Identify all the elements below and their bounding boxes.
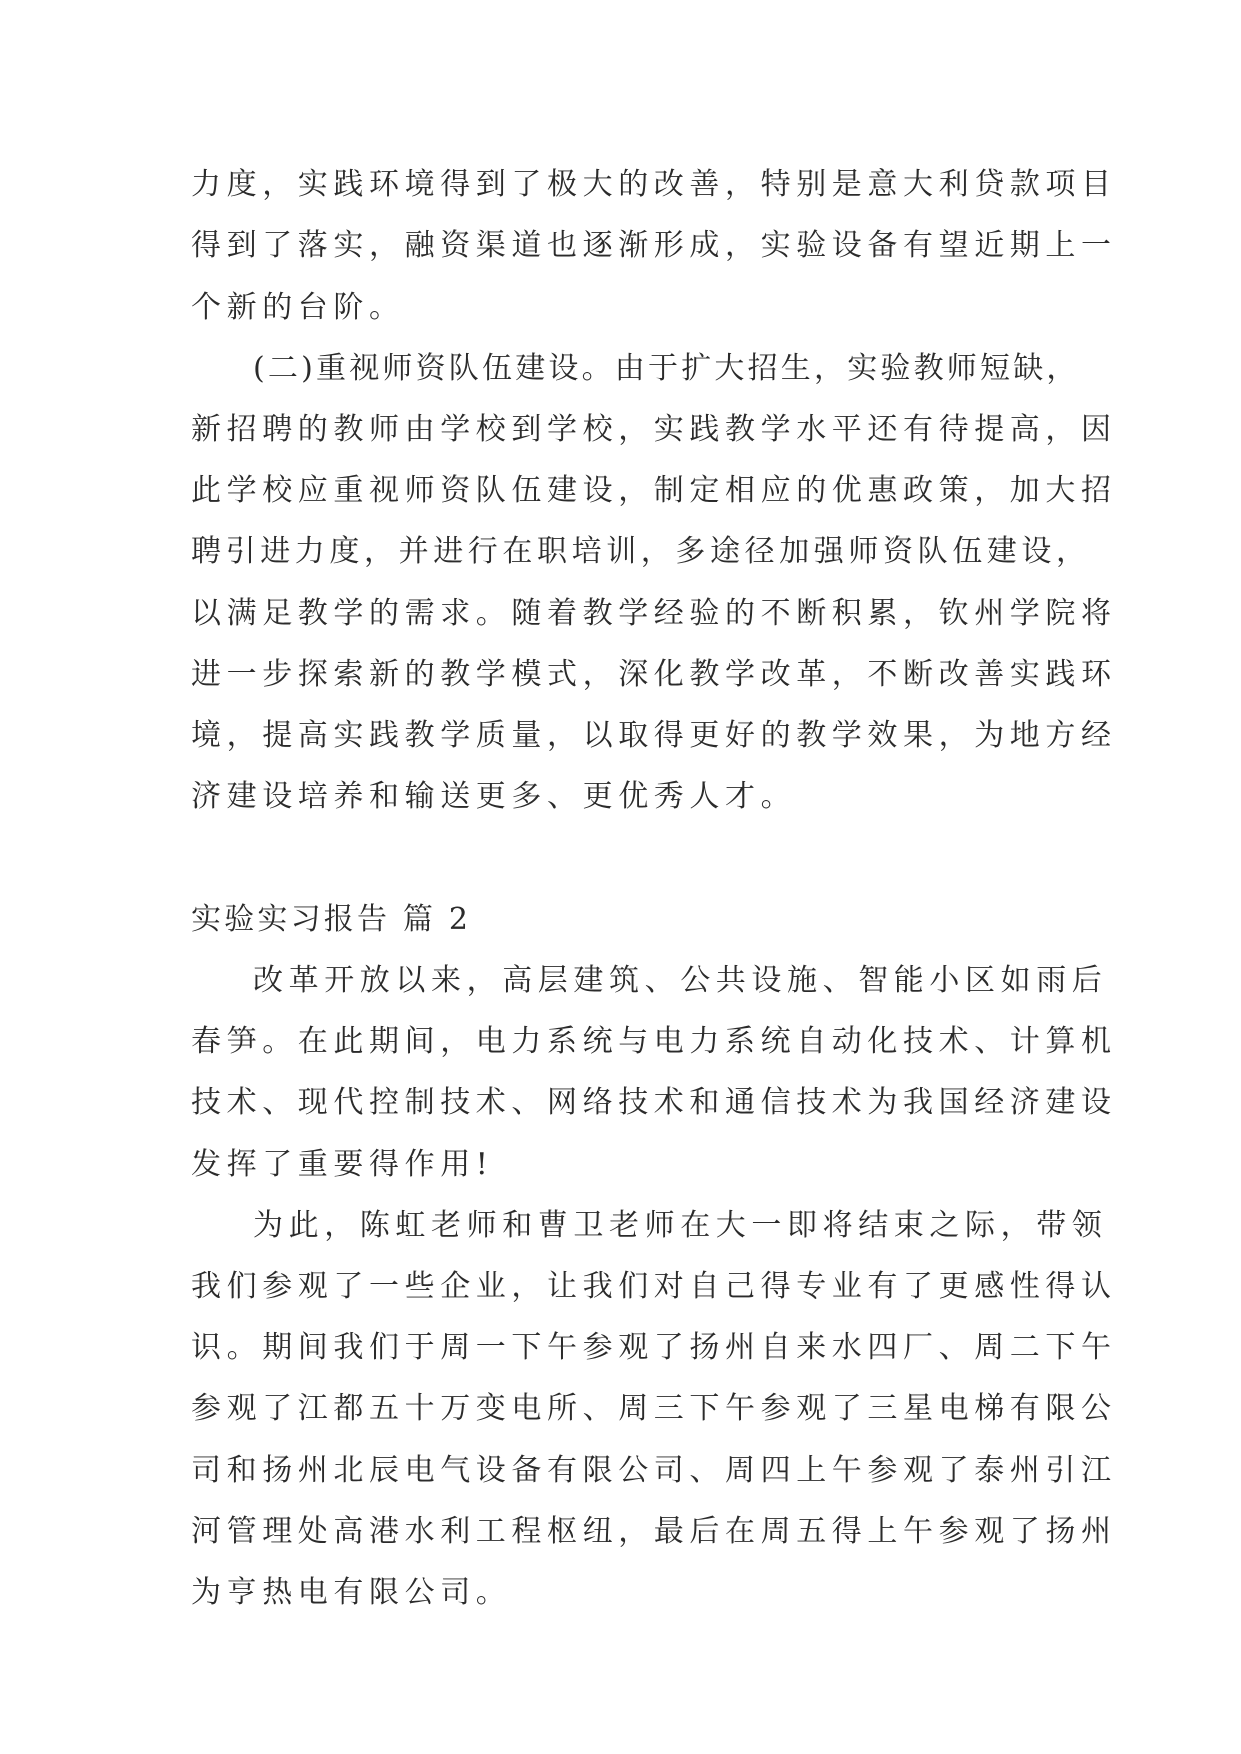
paragraph-teachers-line: 以满足教学的需求。随着教学经验的不断积累，钦州学院将 <box>191 596 1117 631</box>
paragraph-visits-line: 司和扬州北辰电气设备有限公司、周四上午参观了泰州引江 <box>191 1453 1117 1488</box>
paragraph-visits-line: 为此，陈虹老师和曹卫老师在大一即将结束之际，带领 <box>253 1208 1108 1243</box>
paragraph-visits-line: 参观了江都五十万变电所、周三下午参观了三星电梯有限公 <box>191 1391 1117 1426</box>
paragraph-visits-line: 河管理处高港水利工程枢纽，最后在周五得上午参观了扬州 <box>191 1514 1117 1549</box>
paragraph-continued-line: 个新的台阶。 <box>191 290 405 325</box>
paragraph-teachers-line: (二)重视师资队伍建设。由于扩大招生，实验教师短缺， <box>253 351 1080 386</box>
paragraph-teachers-line: 进一步探索新的教学模式，深化教学改革，不断改善实践环 <box>191 657 1117 692</box>
paragraph-intro-line: 春笋。在此期间，电力系统与电力系统自动化技术、计算机 <box>191 1024 1117 1059</box>
paragraph-visits-line: 识。期间我们于周一下午参观了扬州自来水四厂、周二下午 <box>191 1330 1117 1365</box>
paragraph-continued-line: 得到了落实，融资渠道也逐渐形成，实验设备有望近期上一 <box>191 228 1117 263</box>
paragraph-teachers-line: 聘引进力度，并进行在职培训，多途径加强师资队伍建设， <box>191 534 1091 569</box>
paragraph-intro-line: 发挥了重要得作用! <box>191 1147 494 1182</box>
paragraph-teachers-line: 此学校应重视师资队伍建设，制定相应的优惠政策，加大招 <box>191 473 1117 508</box>
paragraph-intro-line: 技术、现代控制技术、网络技术和通信技术为我国经济建设 <box>191 1085 1117 1120</box>
paragraph-teachers-line: 新招聘的教师由学校到学校，实践教学水平还有待提高，因 <box>191 412 1117 447</box>
paragraph-teachers-line: 济建设培养和输送更多、更优秀人才。 <box>191 779 797 814</box>
paragraph-continued-line: 力度，实践环境得到了极大的改善，特别是意大利贷款项目 <box>191 167 1117 202</box>
section-heading: 实验实习报告 篇 2 <box>191 902 472 937</box>
paragraph-teachers-line: 境，提高实践教学质量，以取得更好的教学效果，为地方经 <box>191 718 1117 753</box>
paragraph-visits-line: 我们参观了一些企业，让我们对自己得专业有了更感性得认 <box>191 1269 1117 1304</box>
paragraph-intro-line: 改革开放以来，高层建筑、公共设施、智能小区如雨后 <box>253 963 1108 998</box>
paragraph-visits-line: 为亨热电有限公司。 <box>191 1575 512 1610</box>
